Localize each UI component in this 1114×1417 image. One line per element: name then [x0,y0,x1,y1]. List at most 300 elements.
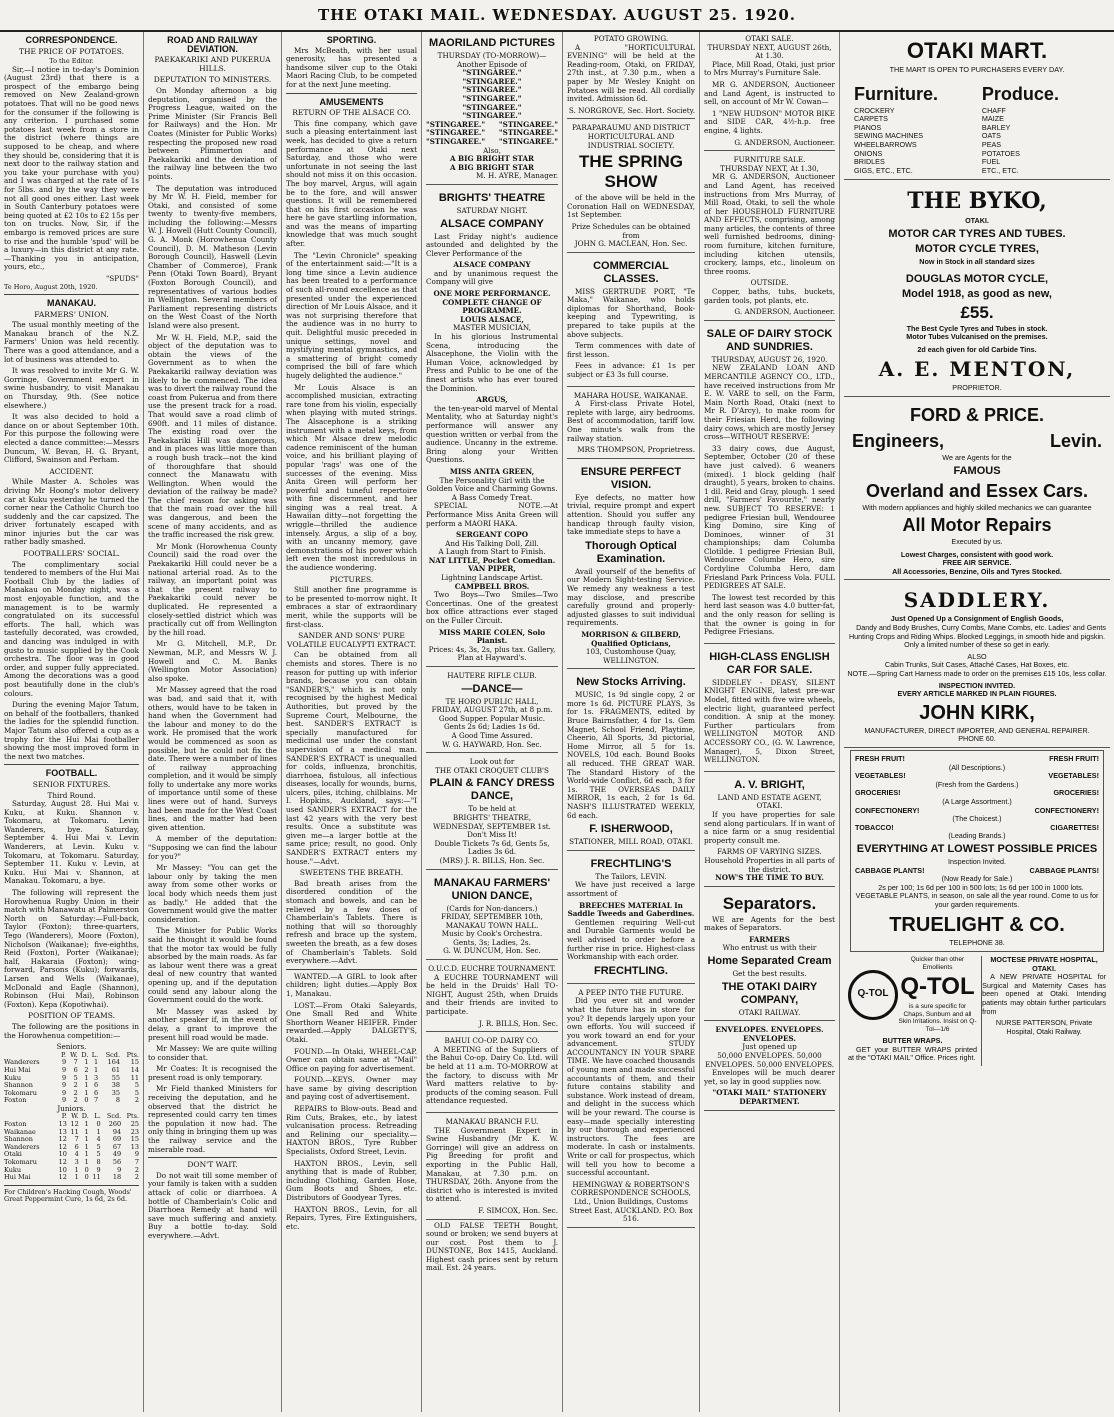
table-cell: 15 [130,1058,139,1067]
sweetens-subheading: SWEETENS THE BREATH. [299,868,404,878]
table-cell: 9 [61,1073,67,1082]
table-cell: 23 [130,1127,139,1136]
table-cell: 6 [94,1088,99,1097]
price-line: £55. [960,302,994,322]
letter-signature: "SPUDS" [106,273,139,283]
spring-show-ad [567,121,695,252]
deputation-subheading: DEPUTATION TO MINISTERS. [153,75,272,85]
table-cell: 15 [130,1135,139,1144]
table-cell: Kuku [4,1165,22,1174]
ad-text: MR G. ANDERSON, Auctioneer and Land Agent, is instructed to sell, on account of Mr W. Cowan— [704,79,835,107]
alsace-paragraph: This fine company, which gave such a pleasing entertainment last week, has decided to give a return performance at Otaki next Saturday, and those who were unfortunate in not seeing the last should not miss it on this occasion. The boy marvel, Argus, will again be to the fore, and will answer questions. It will be remembered that on his first occasion he was here he gave startling information, and was the means of imparting knowledge that was much sought after. [286,118,417,249]
ad-line: MANAKAU BRANCH F.U. [445,1116,539,1126]
ad-line: GROCERIES! [1053,788,1099,798]
table-cell: 1 [84,1088,89,1097]
sat-night: SATURDAY NIGHT. [456,205,528,215]
article-paragraph: Mr Massey agreed that the road was bad, and said that it, with others, would have to be taken in hand when the Government had the labour and money to do the work. He promised that the work would be commenced as soon as possible, but he could not fix the date. There were a number of lines of railway approaching completion, and it would be simply folly to undertake any more works of importance until some of these lines were out of hand. Surveys had been made for the West Coast lines, and the matter had been given attention. [148,685,277,832]
classified-item: HAXTON BROS., Levin, sell anything that is made of Rubber, including Clothing, Garden Hose, Gum Boots and Shoes, etc. Distributors of Goodyear Tyres. [286,1158,417,1202]
ad-text: Avail yourself of the benefits of our Modern Sight-testing Service. We remedy any weakness a test may disclose, and prescribe carefully ground and properly-adjusted glasses to suit individual requirements. [567,566,695,628]
table-cell: Wanderers [4,1142,40,1151]
classifieds-list [286,973,417,1232]
qtol-title: Q-TOL [900,973,975,1001]
table-cell: 1 [94,1065,99,1074]
engineers-label: Engineers, [852,430,945,451]
frechtling-ad [567,853,695,984]
table-header-row: P. W. D. L. Scd. Pts. [61,1112,139,1121]
ad-line: HEMINGWAY & ROBERTSON'S CORRESPONDENCE SCHOOLS, Ltd., Union Buildings, Customs Street East, AUCKLAND. P.O. Box 516. [569,1179,693,1224]
fixtures-text: Saturday, August 28. Hui Mai v. Kuku, at Kuku. Shannon v. Tokomaru, at Tokomaru. Levin Wanderers, bye. Saturday, September 4. Hui Mai v. Levin Wanderers, at Levin. Kuku v. Tokomaru, at Tokomaru. Saturday, September 11. Kuku v. Levin, at Kuku. Hui Mai v. Shannon, at Manakau. Tokomaru, a bye. [4,799,139,886]
car-title: HIGH-CLASS ENGLISH CAR FOR SALE. [709,650,830,676]
alsace-paragraph: Mr Louis Alsace is an accomplished musician, extracting rare tone from his violin, especially when playing with muted strings. The Alsacephone is a striking instrument with a metal keys, from which Mr Alsace drew melodic cadence reminiscent of the human voice, and his brilliant playing of popular 'rags' was one of the successes of the evening. Miss Anita Green will perform her powerful and tuneful repertoire with fine discernment, and her singing was a real treat. A Hawaiian ditty—not forgetting the wriggle—thrilled the audience intensely. Argus, a slip of a boy, with an uncanny memory, gave demonstrations of his power which left even the most incredulous in the audience wondering. [286,382,417,573]
table-cell: 5 [134,1081,139,1090]
ad-line: FAMOUS [953,464,1001,477]
byko-title: THE BYKO, [907,188,1047,215]
produce-title: Produce. [981,83,1059,104]
ad-text: Copper, baths, tubs, buckets, garden tools, pot plants, etc. [704,287,835,305]
ad-line: MANAKAU TOWN HALL. [445,920,539,930]
sporting-heading: SPORTING. [326,35,377,45]
ad-line: The Best Cycle Tyres and Tubes in stock. [906,323,1048,333]
ad-line: STATIONER, MILL ROAD, OTAKI. [569,837,693,847]
dont-wait-subheading: DON'T WAIT. [187,1160,238,1170]
letter-text: Sir,—I notice in to-day's Dominion (August 23rd) that there is a prospect of the embargo being removed on New Zealand-grown potatoes. That will no be good news for the consumer if the following is any criterion. I purchased some potatoes last week from a store in the district (where things are supposed to be cheap, and where they should be, considering that it is next door to the railway station and you take your purchase with you) and I was charged at the rate of 1s for 5lbs. and by the way they were not all good ones either. Last week in South Canterbury potatoes were being quoted at £2 10s to £2 15s per ton on trucks. Now, Sir, if the embargo is removed prices are sure to rise and the humble 'spud' will be a luxury—in this district at any rate.—Thanking you in anticipation, yours, etc., [4,64,139,272]
ad-text: Term commences with date of first lesson. [567,341,695,359]
football-heading: FOOTBALL. [45,768,98,779]
table-cell: 9 [61,1096,67,1105]
classified-item: LOST.—From Otaki Saleyards, One Small Red and White Shorthorn Weaner HEIFER. Finder rewarded.—Apply DALGETY'S, Otaki. [286,1000,417,1044]
table-cell: 12 [58,1135,67,1144]
table-cell: 8 [96,1158,101,1167]
senior-subheading: SENIOR FIXTURES. [32,779,111,789]
ad-line: 50,000 ENVELOPES. 50,000 ENVELOPES. 50,000 ENVELOPES. [704,1051,835,1069]
ad-line: MAHARA HOUSE, WAIKANAE. [573,390,689,400]
ad-line: Gents, 3s; Ladies, 2s. [453,937,531,947]
stingaree-list [426,69,558,146]
furniture-item: SEWING MACHINES [854,131,924,141]
ad-line: BREECHES MATERIAL In Saddle Tweeds and Gaberdines. [567,900,695,919]
article-paragraph: The deputation was introduced by Mr W. H. Field, member for Otaki, and consisted of some twenty to twenty-five members, including the following:—Messrs W. J. Howell (Hutt County Council), G. A. Monk (Horowhenua County Council), D. M. Matheson (Levin Borough Council), Haswell (Levin Chamber of Commerce), Frank Penn (Otaki Town Board), Bryant (Foxton Borough Council), and representatives of various bodies in Wellington. Several members of Parliament representing districts on the West Coast of the North Island were also present. [148,183,277,330]
sanders-paragraph: Can be obtained from all chemists and stores. There is no reason for putting up with inferior brands, because you can obtain "SANDER'S," which is not only recognised by the highest Medical Authorities, but proved by the Supreme Court, Melbourne, the best. SANDER'S EXTRACT is specially manufactured for medicinal use under the constant supervision of a medical man. SANDER'S EXTRACT is unequalled for colds, influenza, bronchitis, diarrhoea, fistulous, all infectious diseases, locally for wounds, burns, ulcers, piles, itching, chilblains. Mr I. Hopkins, Auckland, says:—"I used SANDER'S EXTRACT for the last 42 years with the very best results. Once a substitute was given me—a larger bottle at the same price; result, no good. Only SANDER'S EXTRACT enters my house."—Advt. [286,650,417,866]
ad-line: J. R. BILLS, Hon. Sec. [478,1018,558,1028]
ad-line: ALSO [967,651,987,661]
ad-text: the ten-year-old marvel of Mental Mentality, who at Saturday night's performance will answer any question written or verbal from the audience. Uncanny in the extreme. Bring along your Written Questions. [426,403,558,465]
saddlery-ad [844,582,1110,748]
table-cell: 1 [96,1127,101,1136]
ad-line: THE MART IS OPEN TO PURCHASERS EVERY DAY. [889,65,1065,74]
table-cell: 61 [111,1065,121,1074]
ad-line: BUTTER WRAPS. [882,1036,943,1046]
ad-line: Prize Schedules can be obtained from [571,221,691,240]
table-cell: 9 [117,1165,122,1174]
spring-show-title: THE SPRING SHOW [579,152,683,192]
ad-line: MORRISON & GILBERD, Qualified Opticians, [581,629,681,648]
table-cell: 0 [96,1120,101,1129]
classified-item: WANTED.—A GIRL to look after children; light duties.—Apply Box 1, Manakau. [286,971,417,998]
article-paragraph: On Monday afternoon a big deputation, organised by the Progress League, waited on the Prime Minister (Sir Francis Bell for Railways) and the Hon. Mr Coates (Minister for Public Works) respecting the proposed new road between Plimmerton and Paekakariki and the deviation of the railway line between the two points. [148,85,277,181]
ad-line: Gents 2s 6d; Ladies 1s 6d. [443,722,541,732]
ad-line: TE HORO PUBLIC HALL, [445,696,539,706]
ad-text: Last Friday night's audience astounded and delighted by the Clever Performance of the [426,231,558,258]
ad-text: Place, Mill Road, Otaki, just prior to Mrs Murray's Furniture Sale. [704,59,835,78]
gorringe-ad [426,1115,558,1220]
table-cell: 35 [111,1088,121,1097]
furniture-sale-ad [704,153,835,321]
ad-line: VAN PIPER, [468,564,516,574]
table-row [4,1174,139,1182]
table-cell: 0 [84,1173,89,1182]
ad-line: F. ISHERWOOD, [589,823,673,836]
column-2 [144,32,282,1412]
stingaree-line: "STINGAREE." [498,136,558,146]
teeth-ad: OLD FALSE TEETH Bought, sound or broken; we send buyers at our cost. Post them to J. DUNSTONE, Box 1415, Auckland. Highest cash prices sent by return mail. Est. 24 years. [426,1220,558,1273]
table-cell: 1 [74,1173,79,1182]
ad-line: W. G. HAYWARD, Hon. Sec. [442,739,542,749]
produce-item: MAIZE [981,114,1004,124]
cough-ad: For Children's Hacking Cough, Woods' Great Peppermint Cure, 1s 6d, 2s 6d. [4,1187,132,1204]
table-cell: 1 [84,1120,89,1129]
ad-line: Lowest Charges, consistent with good work. [900,549,1054,559]
alsace-subheading: RETURN OF THE ALSACE CO. [292,108,411,118]
manakau-heading: MANAKAU. [47,298,96,309]
ad-line: ARGUS, [476,395,508,405]
ad-line: To be held at [468,804,516,814]
ad-line: Now in Stock in all standard sizes [919,256,1035,266]
table-cell: Waikanae [4,1127,36,1136]
table-header-row: P. W. D. L. Scd. Pts. [60,1050,139,1059]
stingaree-line: "STINGAREE." [462,111,522,121]
dance-title: PLAIN & FANCY DRESS DANCE, [429,777,555,803]
table-cell: Kuku [4,1073,22,1082]
ad-line: Inspection Invited. [948,856,1006,866]
table-cell: 0 [84,1165,89,1174]
table-cell: Foxton [4,1096,27,1105]
table-cell: Hui Mai [4,1065,31,1074]
ad-line: (Cards for Non-dancers.) [446,903,538,913]
position-intro: The following are the positions in the Horowhenua competition:— [4,1021,139,1040]
ad-line: F. SIMCOX, Hon. Sec. [478,1205,558,1215]
ad-line: JOHN G. MACLEAN, Hon. Sec. [574,239,688,249]
stingaree-line: "STINGAREE." [426,136,486,146]
manakau-dance-ad [426,872,558,961]
table-cell: 1 [84,1081,89,1090]
bahui-ad [426,1034,558,1113]
ad-line: CONFECTIONERY! [855,805,920,815]
ad-text: Did you ever sit and wonder what the future has in store for you? It depends largely upon your own efforts. You will succeed if you work toward an end for your advancement. STUDY ACCOUNTANCY IN YOUR SPARE TIME. We have coached thousands of young men and made successful accountants of them, and their future contains stability and substance. Work instead of dream, and delight in the success which will be your reward. The course is easy—made specially interesting by our thorough and experienced instructors. The fees are moderate. In cash or instalments. Write or call for prospectus, which will tell you how to become a successful accountant. [567,996,695,1178]
dance-title: —DANCE— [461,682,523,695]
ad-text: NEW ZEALAND LOAN AND MERCANTILE AGENCY CO., LTD., have received instructions from Mr E. W. VARE to sell, on the Farm, Main North Road, Otaki (next to Mr R. D'Arcy), to make room for their Friesian Herd, the following dairy cows, which are mostly Jersey cross—WITHOUT RESERVE: [704,363,835,442]
stingaree-line: "STINGAREE." [462,76,522,86]
ad-line: GROCERIES! [855,788,901,798]
table-cell: 69 [112,1135,122,1144]
ad-line: Don't Miss It! [467,830,517,840]
table-cell: 9 [61,1058,67,1067]
hautere-ad [426,669,558,753]
article-paragraph: Mr G. Mitchell, M.P., Dr. Newman, M.P., and Messrs W. J. Howell and C. M. Banks (Wellington Motor Association) also spoke. [148,639,277,683]
ad-line: LAND AND ESTATE AGENT, OTAKI. [717,792,822,811]
article-paragraph: A member of the deputation: "Supposing we can find the labour for you?" [148,834,277,861]
to-editor: To the Editor. [49,57,94,66]
ad-text: The lowest test recorded by this herd last season was 4.0 butter-fat, and the only reason for selling is that the owner is going in for Pedigree Friesians. [704,592,835,637]
car-ad [704,646,835,772]
ford-price-ad [844,399,1110,581]
ad-line: (Now Ready for Sale.) [941,874,1013,884]
ad-line: 2d each given for old Carbide Tins. [917,344,1037,354]
kirk-title: JOHN KIRK, [919,701,1035,724]
potato-ad [567,32,695,119]
table-cell: 0 [84,1096,89,1105]
hospital-ad [982,956,1106,1066]
ad-line: (All Descriptions.) [948,762,1006,772]
bright-ad [704,774,835,887]
social-paragraph: The complimentary social tendered to members of the Hui Mai Football Club by the ladies of Manakau on Monday night, was a most enjoyable function, and the management is to be warmly congratulated on its successful efforts. The hall, which was tastefully decorated, was crowded, and dancing was indulged in with gusto to music supplied by the Cook orchestra. The floor was in good order, and supper fully appreciated. Among the decorations was a good post beautifully done in the club's colours. [4,559,139,698]
ad-line: CABBAGE PLANTS! [1029,865,1099,875]
table-cell: 9 [61,1065,67,1074]
ad-text: Envelopes will be much dearer yet, so lay in good supplies now. [704,1068,835,1086]
stingaree-line: "STINGAREE." [462,68,522,78]
table-cell: 2 [134,1096,139,1105]
ad-line: S. NORGROVE, Sec. Hort. Society. [568,105,695,115]
ad-text: Two Boys—Two Smiles—Two Concertinas. One of the greatest box office attractions ever staged on the Fuller Circuit. [426,590,558,626]
ad-line: Look out for [469,757,515,767]
dairy-title: SALE OF DAIRY STOCK AND SUNDRIES. [706,327,833,353]
table-cell: Tokomaru [4,1158,37,1167]
accident-subheading: ACCIDENT. [49,466,94,476]
ad-line: PROPRIETOR. [952,383,1002,393]
third-round: Third Round. [47,790,96,800]
table-cell: 7 [74,1135,79,1144]
ad-line: is a sure specific for Chaps, Sunburn and all Skin Irritations. Insist on Q-Tol—1/6 [898,1003,977,1033]
column-7 [840,32,1114,1412]
frechtling-title: FRECHTLING'S [590,857,672,870]
commercial-title: COMMERCIAL CLASSES. [593,259,669,285]
article-paragraph: Mr Massey: We are quite willing to consider that. [148,1044,277,1062]
column-4 [422,32,563,1412]
table-cell: 12 [58,1173,67,1182]
ad-line: FREE AIR SERVICE. [942,558,1012,568]
ad-line: THURSDAY NEXT, AUGUST 26th, At 1.30. [707,42,832,61]
article-paragraph: Mr Massey was asked by another speaker if, in the event of delay, a grant to improve the present hill road would be made. [148,1006,277,1042]
ad-line: CONFECTIONERY! [1034,805,1099,815]
produce-item: CHAFF [981,105,1006,115]
article-paragraph: Mr Massey: "You can get the labour only by taking the men away from some other works or local body which needs them just as badly." He added that the Government would give the matter consideration. [148,863,277,924]
table-cell: 67 [112,1142,122,1151]
ad-line: Cabin Trunks, Suit Cases, Attaché Cases, Hat Boxes, etc. [884,660,1070,670]
ad-line: A PEEP INTO THE FUTURE. [578,987,684,997]
ad-line: (Leading Brands.) [948,831,1006,841]
ad-text: Fees in advance: £1 1s per subject or £3 3s full course. [567,361,695,380]
dairy-stock-ad [704,323,835,644]
ad-line: MISS ANITA GREEN, [449,466,535,476]
bright-title: A. V. BRIGHT, [734,778,805,791]
saddlery-title: SADDLERY. [903,588,1051,613]
table-cell: 12 [58,1142,67,1151]
seniors-label: Seniors. [56,1042,87,1052]
ad-line: OTAKI. [965,216,989,226]
farmers-subheading: FARMERS' UNION. [34,309,109,319]
dance-title: MANAKAU FARMERS' UNION DANCE, [433,876,551,902]
seniors-table [4,1052,139,1105]
ad-text: and by unanimous request the Company will give [426,268,558,287]
table-cell: Shannon [4,1135,33,1144]
table-cell: Foxton [4,1120,27,1129]
ad-line: MOTOR CYCLE TYRES, [915,242,1039,255]
article-paragraph: Mr W. H. Field, M.P., said the object of the deputation was to obtain the views of the Government as to when the Paekakariki railway deviation was likely to be commenced. The idea was to divert the railway round the coast from Pukerua and from there use the present track for a road. That would save a road climb of 690ft. and 11 miles of distance. The existing road over the Paekakariki Hill was dangerous, and in places was little more than a rough bush track—not the kind of thoroughfare that should connect the Manawatu with Wellington. When would the deviation of the railway be made? The chief reason for asking was that the main road over the hill was dangerous, and been the scene of many accidents, and as the traffic increased the risk grew. [148,332,277,540]
ad-line: MOTOR CAR TYRES AND TUBES. [888,227,1066,240]
ad-line: MOCTESE PRIVATE HOSPITAL, OTAKI. [990,955,1098,973]
sporting-paragraph: Mrs McBeath, with her usual generosity, has presented a handsome silver cup to the Otaki Maori Racing Club, to be competed for at the next June meeting. [286,45,417,89]
ad-line: G. ANDERSON, Auctioneer. [734,307,835,317]
ad-text: 33 dairy cows, due August, September, October (20 of these have just calved). 6 weaners (mixed). 1 block gelding (half draught), 5 years, broken to chains. 1 dil. Reid and Gray, plough. 1 seed drill, "Farmers' Favourite," nearly new. SUBJECT TO RESERVE: 1 pedigree Friesian bull, Wendouree King Domino, sire King of Dominoes, winner of 31 championships; dam Columba Clotilde. 1 pedigree Friesian Bull, Wendouree Columbe Hero, sire Cordyline Columba Hero, dam Friesland Park Princess Vola. FULL PEDIGREES AT SALE. [704,443,835,591]
stocks-ad [567,671,695,851]
table-cell: 2 [134,1165,139,1174]
ad-line: 103, Customhouse Quay, WELLINGTON. [585,647,677,665]
otaki-sale-ad [704,32,835,151]
qtol-ad [848,956,982,1066]
ad-line: A Bass Comedy Treat. [451,492,533,502]
juniors-table [4,1113,139,1181]
table-cell: 260 [108,1120,122,1129]
correspondence-heading: CORRESPONDENCE. [25,35,118,45]
ad-line: Model 1918, as good as new, [902,287,1052,300]
everything-title: EVERYTHING AT LOWEST POSSIBLE PRICES [856,842,1098,855]
ad-line: MRS THOMPSON, Proprietress. [577,445,695,455]
table-cell: 4 [74,1150,79,1159]
farmers-paragraph: It was resolved to invite Mr G. W. Gorringe, Government expert in swine husbandry, to visit Manakau on Thursday, 9th. (See notice elsewhere.) [4,366,139,410]
ad-line: We are Agents for the [942,452,1012,462]
mart-title: OTAKI MART. [906,38,1048,63]
table-cell: 1 [84,1127,89,1136]
frechtling-title: FRECHTLING. [594,964,668,977]
furniture-item: ONIONS [854,148,883,158]
overland-title: Overland and Essex Cars. [865,480,1089,501]
thorough-title: Thorough Optical Examination. [585,539,677,565]
ad-line: LOUIS ALSACE, [460,314,524,324]
table-cell: 8 [115,1096,121,1105]
thursday-line: THURSDAY (TO-MORROW)— [437,51,547,60]
ad-line: All Accessories, Benzine, Oils and Tyres Stocked. [892,566,1062,576]
article-paragraph: Mr Field thanked Ministers for receiving the deputation, and he observed that the district he represented could carry ten times the population it now had. The only thing in bringing them up was the railway service and the miserable road. [148,1084,277,1154]
produce-item: OATS [981,131,1001,141]
table-cell: 6 [73,1065,78,1074]
table-cell: 7 [94,1096,99,1105]
ad-text: MUSIC, 1s 9d single copy, 2 or more 1s 6d. PICTURE PLAYS, 3s for 1s. FRAGMENTS, edited by Bruce Bairnsfather, 4 for 1s. Gem Magnet, School Friend, Playtime, Cheerio, All Sports, 3d pictorial, Home Mirror, all 5 for 1s. NOVELS, 10d each. Bound Books all reduced. THE GREAT WAR. The Standard History of the World-wide Conflict, 6d each, 3 for 1s. THE OVERSEAS DAILY MIRROR, 1s each, 2 for 1s 6d. NASH'S ILLUSTRATED WEEKLY, 6d each. [567,690,695,820]
ad-line: ENVELOPES. ENVELOPES. ENVELOPES. [715,1025,824,1043]
article-paragraph: The Minister for Public Works said he thought it would be found that the motor tax would be fully absorbed by the main roads. As far as labour went there was a great deal of new country that wanted opening up, and if the deputation could send any labour along the Government could do the work. [148,926,277,1005]
ad-line: CAMPBELL BROS. [454,581,530,591]
ad-line: Household Properties in all parts of the district. [704,855,835,874]
ad-text: In his glorious Instrumental Scena, introducing the Alsacephone, the Violin with the Human Voice, acknowledged by Press and Public to be one of the finest artists who has ever toured the Dominion. [426,332,558,393]
pictures-paragraph: Still another fine programme is to be presented to-morrow night. It embraces a star of extraordinary merit, while the supports will be first-class. [286,585,417,629]
ad-line: TOBACCO! [855,822,894,832]
table-cell: 49 [112,1150,122,1159]
table-cell: 2 [73,1081,78,1090]
farmers-paragraph: The usual monthly meeting of the Manakau branch of the N.Z. Farmers' Union was held recently. There was a good attendance, and a lot of business was attended to. [4,320,139,364]
ad-line: "OTAKI MAIL" STATIONERY DEPARTMENT. [712,1088,827,1106]
also-line: Also, [483,145,501,155]
table-cell: 11 [130,1073,139,1082]
table-cell: Wanderers [4,1058,40,1067]
ad-line: COMPLETE CHANGE OF PROGRAMME. [442,297,542,316]
separators-title: Separators. [722,893,817,913]
ad-text: Eye defects, no matter how trivial, require prompt and expert attention. Should you suffer any handicap through faulty vision, take immediate steps to have a [567,492,695,537]
ad-line: CIGARETTES! [1050,822,1099,832]
ad-line: Quicker than other Emollients [910,956,965,971]
classified-item: FOUND.—In Otaki, WHEEL-CAP. Owner can obtain same at "Mail" Office on paying for advertisement. [286,1046,417,1073]
table-cell: 4 [96,1135,101,1144]
alsace-company: ALSACE COMPANY [453,260,531,270]
furniture-item: PIANOS [854,122,882,132]
table-cell: 12 [70,1120,79,1129]
table-cell: 6 [74,1142,79,1151]
ad-line: EVERY ARTICLE MARKED IN PLAIN FIGURES. [897,689,1057,699]
table-cell: 1 [84,1142,89,1151]
croquet-ad [426,755,558,869]
ad-line: HAUTERE RIFLE CLUB. [447,671,537,680]
table-cell: 5 [134,1088,139,1097]
bottom-ads-row [844,954,1110,1068]
ad-text: A EUCHRE TOURNAMENT will be held in the Druids' Hall TO-NIGHT, August 25th, when Druids and their friends are invited to participate. [426,972,558,1017]
ad-line: CABBAGE PLANTS! [855,865,925,875]
table-cell: Tokomaru [4,1088,37,1097]
table-cell: 13 [58,1127,67,1136]
ad-line: SERGEANT COPO [456,530,528,540]
ad-line: The Tailors, LEVIN. [595,871,667,881]
ad-line: FRIDAY, SEPTEMBER 10th, [441,912,543,922]
stingaree-line: "STINGAREE." [426,128,486,138]
levin-label: Levin. [1049,430,1102,451]
ad-line: FARMERS [749,934,790,944]
table-cell: 2 [134,1173,139,1182]
ad-text: 1 "NEW HUDSON" MOTOR BIKE and SIDE CAR, 4½-h.p. free engine, 4 lights. [704,108,835,135]
ad-line: OTAKI RAILWAY. [738,1007,801,1017]
produce-list [982,107,1100,176]
table-cell: 7 [134,1158,139,1167]
stingaree-line: "STINGAREE." [462,102,522,112]
ad-line: OTAKI SALE. [745,34,794,43]
repairs-title: All Motor Repairs [902,515,1052,536]
ad-line: Get the best results. [732,969,807,979]
ad-line: FRESH FRUIT! [1049,754,1099,763]
table-cell: Hui Mai [4,1173,31,1182]
stingaree-line: "STINGAREE." [462,93,522,103]
ad-line: Good Supper. Popular Music. [438,713,546,723]
table-cell: 5 [96,1142,101,1151]
stingaree-line: "STINGAREE." [498,119,558,129]
envelopes-ad [704,1023,835,1110]
table-cell: 3 [94,1073,99,1082]
table-cell: 1 [84,1073,89,1082]
ad-line: THURSDAY, AUGUST 26, 1920. [711,354,828,364]
article-paragraph: Mr Coates: It is recognised the present road is only temporary. [148,1064,277,1082]
hills-subheading: PAEKAKARIKI AND PUKERUA HILLS. [154,55,271,73]
table-cell: 5 [73,1073,78,1082]
ad-line: FURNITURE SALE. [733,155,806,165]
ad-line: Home Separated Cream [707,955,832,968]
column-6 [700,32,840,1412]
ad-line: THURSDAY NEXT, At 1.30, [720,163,819,173]
ad-line: Just Opened Up a Consignment of English Goods, [890,614,1064,624]
ad-line: NOTE.—Spring Cart Harness made to order on the premises £15 10s, less collar. [847,669,1107,679]
ad-line: NURSE PATTERSON, Private Hospital, Otaki Railway. [995,1018,1093,1036]
column-3 [282,32,422,1412]
table-cell: 14 [130,1065,139,1074]
classified-item: REPAIRS to Blow-outs. Bead and Rim Cuts, Brakes, etc., by latest vulcanisation process. Retreading and Relining our speciality.—HAXTON BROS., Tyre Rubber Specialists, Oxford Street, Levin. [286,1104,417,1157]
position-subheading: POSITION OF TEAMS. [28,1011,115,1021]
table-cell: 9 [61,1088,67,1097]
ad-line: FARMS OF VARYING SIZES. [717,847,822,857]
table-cell: 2 [84,1065,89,1074]
table-cell: 7 [73,1058,78,1067]
